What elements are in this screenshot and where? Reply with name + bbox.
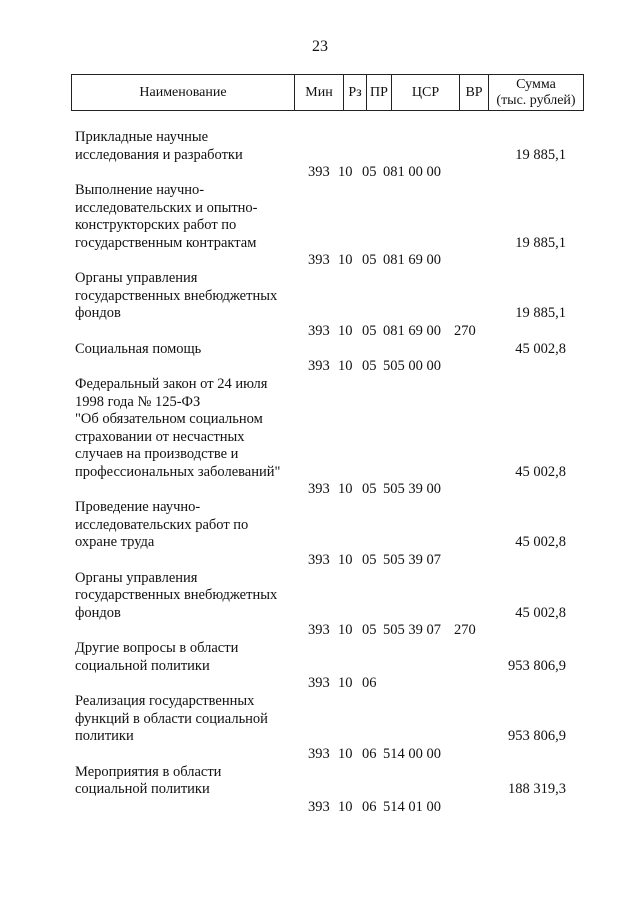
row-name: Другие вопросы в области социальной политики	[75, 640, 239, 674]
row-sum: 45 002,8	[515, 340, 566, 357]
row-min: 393	[308, 164, 330, 180]
row-name: Мероприятия в области социальной политики	[75, 763, 222, 797]
row-pr: 05	[362, 358, 377, 374]
row-name: Проведение научно- исследовательских работ по охране труда	[75, 499, 249, 550]
header-csr: ЦСР	[392, 75, 460, 111]
row-name: Органы управления государственных внебюджетных фондов	[75, 569, 278, 621]
header-vr: ВР	[460, 75, 489, 111]
table-row	[0, 763, 640, 815]
row-pr: 06	[362, 675, 377, 691]
row-pr: 05	[362, 551, 377, 568]
row-rz: 10	[338, 252, 353, 268]
row-csr: 505 39 07	[383, 551, 441, 568]
row-csr: 514 01 00	[383, 798, 441, 815]
row-name: Органы управления государственных внебюджетных фондов	[75, 270, 278, 321]
table-row	[0, 270, 640, 339]
table-row	[0, 340, 640, 374]
row-min: 393	[308, 551, 330, 568]
table-row	[0, 569, 640, 638]
row-name: Социальная помощь	[75, 340, 202, 357]
row-pr: 05	[362, 164, 377, 180]
row-rz: 10	[338, 551, 353, 568]
row-pr: 05	[362, 481, 377, 497]
row-min: 393	[308, 358, 330, 374]
row-min: 393	[308, 798, 330, 815]
table-row	[0, 129, 640, 180]
row-sum: 188 319,3	[508, 781, 566, 797]
row-pr: 06	[362, 745, 377, 762]
row-min: 393	[308, 322, 330, 339]
row-csr: 505 00 00	[383, 358, 441, 374]
row-rz: 10	[338, 164, 353, 180]
table-row	[0, 640, 640, 691]
row-pr: 05	[362, 322, 377, 339]
row-name: Прикладные научные исследования и разработки	[75, 129, 243, 163]
table-row	[0, 376, 640, 497]
page-number: 23	[312, 38, 328, 55]
table-row	[0, 693, 640, 762]
header-sum-line2: (тыс. рублей)	[496, 92, 576, 108]
row-pr: 06	[362, 798, 377, 815]
budget-rows	[0, 129, 640, 817]
row-sum: 45 002,8	[515, 534, 566, 550]
row-rz: 10	[338, 322, 353, 339]
row-sum: 45 002,8	[515, 463, 566, 480]
row-rz: 10	[338, 745, 353, 762]
header-rz: Рз	[344, 75, 367, 111]
row-sum: 45 002,8	[515, 604, 566, 621]
row-rz: 10	[338, 798, 353, 815]
row-rz: 10	[338, 675, 353, 691]
row-rz: 10	[338, 358, 353, 374]
row-min: 393	[308, 675, 330, 691]
row-csr: 514 00 00	[383, 745, 441, 762]
row-vr: 270	[454, 322, 476, 339]
row-sum: 19 885,1	[515, 305, 566, 321]
row-pr: 05	[362, 252, 377, 268]
row-rz: 10	[338, 622, 353, 638]
row-min: 393	[308, 745, 330, 762]
row-name: Федеральный закон от 24 июля 1998 года № 125-ФЗ "Об обязательном социальном страховании от несчастных случаев на производстве и профессиональных заболеваний"	[75, 376, 281, 480]
row-name: Выполнение научно- исследовательских и опытно- конструкторских работ по государственным контрактам	[75, 182, 258, 251]
row-min: 393	[308, 252, 330, 268]
header-name: Наименование	[72, 75, 295, 111]
row-csr: 081 00 00	[383, 164, 441, 180]
row-csr: 081 69 00	[383, 252, 441, 268]
header-sum-line1: Сумма	[516, 76, 556, 92]
row-sum: 19 885,1	[515, 234, 566, 251]
header-sum	[489, 75, 584, 111]
row-vr: 270	[454, 622, 476, 638]
row-sum: 953 806,9	[508, 657, 566, 674]
header-pr: ПР	[367, 75, 392, 111]
row-min: 393	[308, 481, 330, 497]
row-pr: 05	[362, 622, 377, 638]
row-sum: 19 885,1	[515, 146, 566, 163]
table-row	[0, 499, 640, 568]
row-min: 393	[308, 622, 330, 638]
row-name: Реализация государственных функций в области социальной политики	[75, 693, 268, 744]
row-rz: 10	[338, 481, 353, 497]
table-row	[0, 182, 640, 268]
row-csr: 505 39 00	[383, 481, 441, 497]
row-sum: 953 806,9	[508, 728, 566, 744]
row-csr: 081 69 00	[383, 322, 441, 339]
header-min: Мин	[295, 75, 344, 111]
table-header	[71, 74, 584, 111]
row-csr: 505 39 07	[383, 622, 441, 638]
